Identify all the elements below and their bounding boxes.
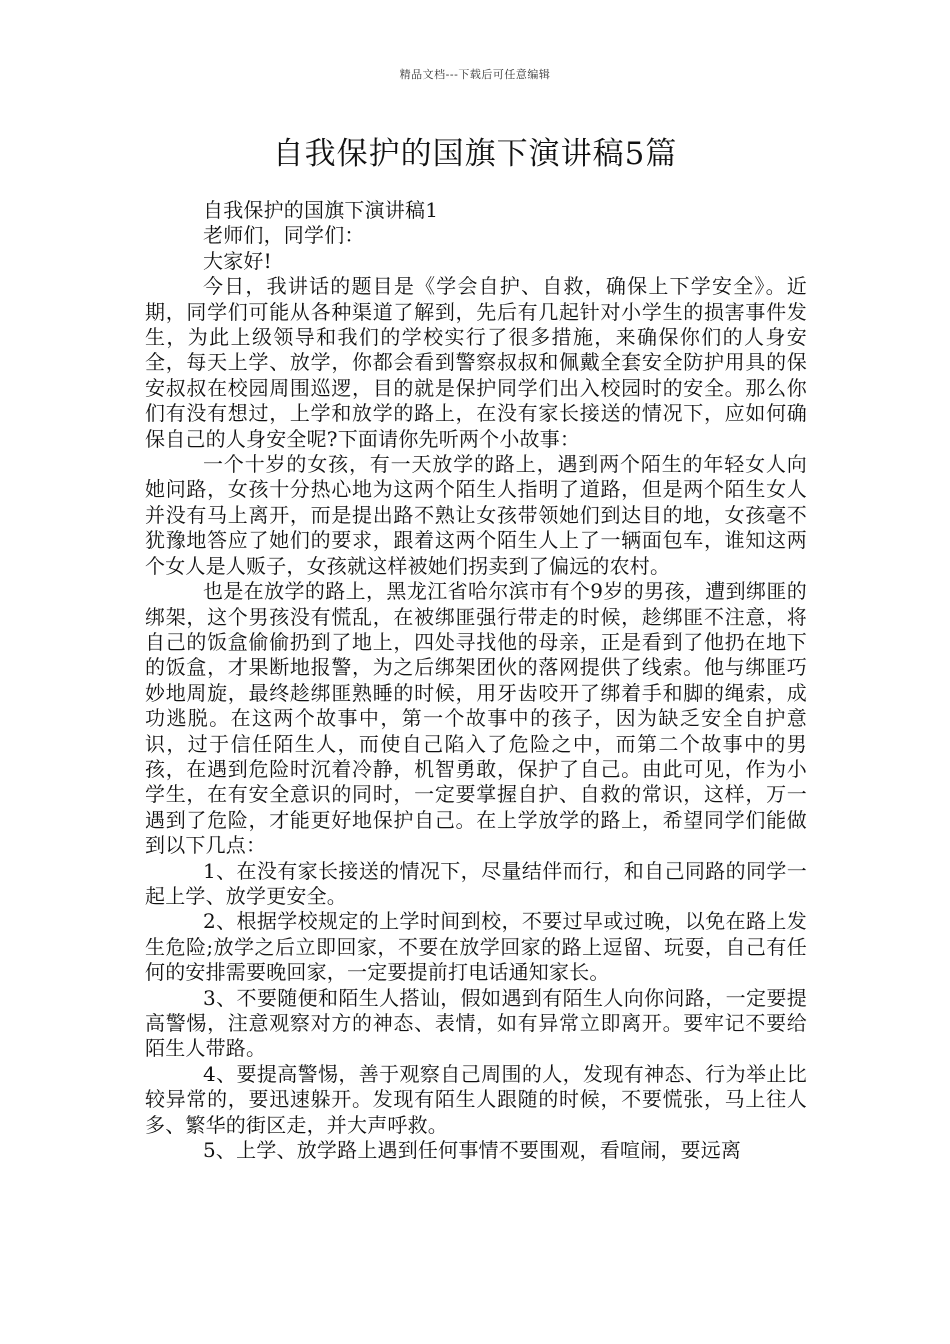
body-paragraph: 也是在放学的路上，黑龙江省哈尔滨市有个9岁的男孩，遭到绑匪的绑架，这个男孩没有慌乱，在被绑匪强行带走的时候，趁绑匪不注意，将自己的饭盒偷偷扔到了地上，四处寻找他的母亲，正是看到了他扔在地下的饭盒，才果断地报警，为之后绑架团伙的落网提供了线索。他与绑匪巧妙地周旋，最终趁绑匪熟睡的时候，用牙齿咬开了绑着手和脚的绳索，成功逃脱。在这两个故事中，第一个故事中的孩子，因为缺乏安全自护意识，过于信任陌生人，而使自己陷入了危险之中，而第二个故事中的男孩，在遇到危险时沉着冷静，机智勇敢，保护了自己。由此可见，作为小学生，在有安全意识的同时，一定要掌握自护、自救的常识，这样，万一遇到了危险，才能更好地保护自己。在上学放学的路上，希望同学们能做到以下几点： xyxy=(145,579,807,858)
list-item-paragraph: 5、上学、放学路上遇到任何事情不要围观，看喧闹，要远离 xyxy=(203,1138,742,1163)
greeting-paragraph: 老师们，同学们： xyxy=(203,223,365,248)
document-title: 自我保护的国旗下演讲稿5篇 xyxy=(272,136,678,172)
header-note: 精品文档---下载后可任意编辑 xyxy=(399,68,551,81)
list-item-paragraph: 2、根据学校规定的上学时间到校，不要过早或过晚，以免在路上发生危险;放学之后立即回家，不要在放学回家的路上逗留、玩耍，自己有任何的安排需要晚回家，一定要提前打电话通知家长。 xyxy=(145,909,807,985)
document-body xyxy=(145,198,807,1163)
greeting-paragraph: 大家好! xyxy=(203,248,272,273)
list-item-paragraph: 1、在没有家长接送的情况下，尽量结伴而行，和自己同路的同学一起上学、放学更安全。 xyxy=(145,858,807,908)
subtitle-paragraph: 自我保护的国旗下演讲稿1 xyxy=(203,198,439,222)
body-paragraph: 一个十岁的女孩，有一天放学的路上，遇到两个陌生的年轻女人向她问路，女孩十分热心地为这两个陌生人指明了道路，但是两个陌生女人并没有马上离开，而是提出路不熟让女孩带领她们到达目的地，女孩毫不犹豫地答应了她们的要求，跟着这两个陌生人上了一辆面包车，谁知这两个女人是人贩子，女孩就这样被她们拐卖到了偏远的农村。 xyxy=(145,452,807,578)
body-paragraph: 今日，我讲话的题目是《学会自护、自救，确保上下学安全》。近期，同学们可能从各种渠道了解到，先后有几起针对小学生的损害事件发生，为此上级领导和我们的学校实行了很多措施，来确保你们的人身安全，每天上学、放学，你都会看到警察叔叔和佩戴全套安全防护用具的保安叔叔在校园周围巡逻，目的就是保护同学们出入校园时的安全。那么你们有没有想过，上学和放学的路上，在没有家长接送的情况下，应如何确保自己的人身安全呢?下面请你先听两个小故事： xyxy=(145,274,807,451)
list-item-paragraph: 4、要提高警惕，善于观察自己周围的人，发现有神态、行为举止比较异常的，要迅速躲开。发现有陌生人跟随的时候，不要慌张，马上往人多、繁华的街区走，并大声呼救。 xyxy=(145,1061,807,1137)
list-item-paragraph: 3、不要随便和陌生人搭讪，假如遇到有陌生人向你问路，一定要提高警惕，注意观察对方的神态、表情，如有异常立即离开。要牢记不要给陌生人带路。 xyxy=(145,985,807,1061)
